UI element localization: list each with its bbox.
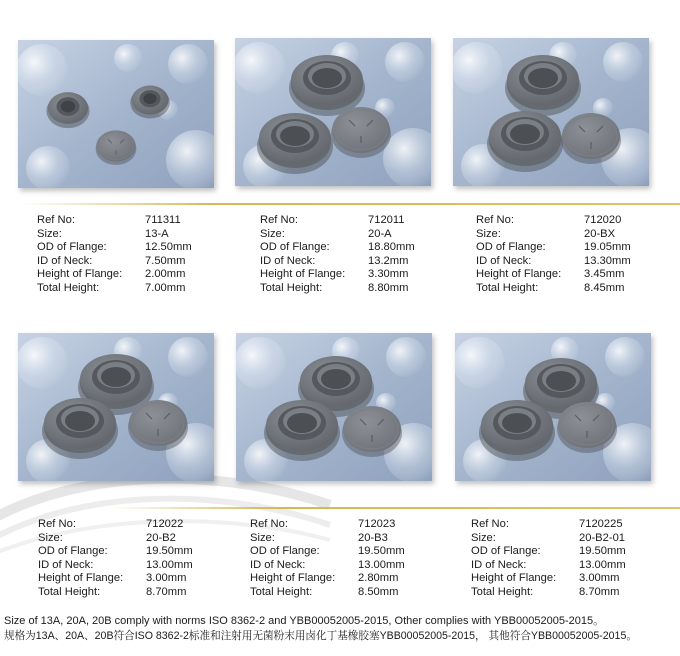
spec-block-712023 [250,518,405,600]
stopper-image [18,40,214,188]
spec-row-th [37,282,192,296]
spec-row-od [476,241,631,255]
spec-row-ref [260,214,415,228]
spec-label: Size: [250,531,275,544]
spec-value: 19.05mm [584,241,631,254]
spec-value: 2.80mm [358,572,399,585]
product-photo-711311 [18,40,214,188]
spec-row-size [38,532,193,546]
spec-label: Total Height: [38,585,101,598]
spec-row-id [38,559,193,573]
spec-value: 20-A [368,227,392,240]
spec-row-th [476,282,631,296]
spec-row-od [250,545,405,559]
spec-row-ref [471,518,626,532]
spec-value: 3.45mm [584,268,625,281]
spec-row-hf [471,572,626,586]
spec-value: 2.00mm [145,268,186,281]
stopper-image [455,333,651,481]
spec-label: Height of Flange: [260,268,346,281]
spec-value: 19.50mm [579,545,626,558]
spec-row-hf [250,572,405,586]
spec-row-id [250,559,405,573]
spec-label: ID of Neck: [471,558,527,571]
spec-row-id [37,255,192,269]
spec-label: Total Height: [260,281,323,294]
spec-row-hf [260,268,415,282]
spec-row-hf [37,268,192,282]
spec-value: 20-B2-01 [579,531,626,544]
spec-label: Height of Flange: [250,572,336,585]
spec-value: 20-BX [584,227,616,240]
spec-label: OD of Flange: [476,241,546,254]
spec-label: Height of Flange: [38,572,124,585]
spec-value: 712020 [584,214,622,226]
spec-label: ID of Neck: [476,254,532,267]
spec-value: 8.80mm [368,281,409,294]
spec-value: 18.80mm [368,241,415,254]
spec-value: 711311 [145,214,181,226]
spec-value: 13.00mm [146,558,193,571]
spec-value: 8.45mm [584,281,625,294]
spec-row-size [37,228,192,242]
spec-label: Size: [260,227,285,240]
spec-label: ID of Neck: [260,254,316,267]
spec-row-id [476,255,631,269]
spec-label: Ref No: [476,214,514,226]
spec-value: 712011 [368,214,405,226]
spec-row-th [260,282,415,296]
product-photo-712022 [18,333,214,481]
spec-row-size [471,532,626,546]
spec-value: 7.00mm [145,281,186,294]
spec-block-712011 [260,214,415,296]
spec-block-7120225 [471,518,626,600]
spec-value: 3.00mm [146,572,187,585]
spec-row-th [38,586,193,600]
spec-label: OD of Flange: [38,545,108,558]
spec-value: 13-A [145,227,169,240]
spec-label: OD of Flange: [37,241,107,254]
spec-row-ref [37,214,192,228]
spec-row-od [37,241,192,255]
spec-label: Ref No: [471,518,509,530]
product-photo-712020 [453,38,649,186]
spec-value: 712023 [358,518,396,530]
spec-value: 7120225 [579,518,623,530]
spec-label: Ref No: [250,518,288,530]
spec-value: 12.50mm [145,241,192,254]
compliance-note-zh: 规格为13A、20A、20B符合ISO 8362-2标准和注射用无菌粉末用卤化丁基橡胶塞YBB00052005-2015， 其他符合YBB00052005-2015。 [4,630,637,642]
spec-value: 13.30mm [584,254,631,267]
spec-value: 712022 [146,518,184,530]
spec-row-size [250,532,405,546]
spec-label: ID of Neck: [38,558,94,571]
spec-row-hf [476,268,631,282]
spec-row-id [471,559,626,573]
spec-value: 19.50mm [358,545,405,558]
spec-value: 3.00mm [579,572,620,585]
stopper-image [18,333,214,481]
spec-label: Size: [471,531,496,544]
divider-bottom [110,507,680,509]
spec-row-size [476,228,631,242]
spec-value: 20-B3 [358,531,388,544]
spec-label: ID of Neck: [250,558,306,571]
spec-label: OD of Flange: [250,545,320,558]
product-photo-712023 [236,333,432,481]
spec-row-id [260,255,415,269]
spec-block-712022 [38,518,193,600]
spec-label: Total Height: [37,281,100,294]
spec-label: Total Height: [471,585,534,598]
spec-row-ref [476,214,631,228]
spec-label: Height of Flange: [37,268,123,281]
spec-row-od [260,241,415,255]
spec-value: 3.30mm [368,268,409,281]
spec-value: 19.50mm [146,545,193,558]
stopper-image [236,333,432,481]
spec-value: 8.70mm [146,585,187,598]
product-photo-7120225 [455,333,651,481]
spec-row-th [250,586,405,600]
spec-label: OD of Flange: [471,545,541,558]
spec-label: Total Height: [476,281,539,294]
spec-value: 8.70mm [579,585,620,598]
divider-top [20,203,680,205]
spec-label: Size: [38,531,63,544]
spec-row-od [471,545,626,559]
product-photo-712011 [235,38,431,186]
spec-row-hf [38,572,193,586]
spec-value: 13.00mm [579,558,626,571]
spec-label: Height of Flange: [476,268,562,281]
spec-label: Height of Flange: [471,572,557,585]
spec-label: OD of Flange: [260,241,330,254]
spec-row-od [38,545,193,559]
spec-value: 13.00mm [358,558,405,571]
stopper-image [453,38,649,186]
spec-label: ID of Neck: [37,254,93,267]
spec-block-712020 [476,214,631,296]
spec-label: Size: [476,227,501,240]
spec-label: Ref No: [38,518,76,530]
spec-value: 7.50mm [145,254,186,267]
stopper-image [235,38,431,186]
spec-label: Size: [37,227,62,240]
spec-value: 13.2mm [368,254,409,267]
spec-block-711311 [37,214,192,296]
compliance-note-en: Size of 13A, 20A, 20B comply with norms ISO 8362-2 and YBB00052005-2015, Other complies with YBB00052005-2015。 [4,615,605,627]
spec-value: 8.50mm [358,585,399,598]
spec-row-ref [38,518,193,532]
spec-label: Ref No: [37,214,75,226]
spec-row-th [471,586,626,600]
spec-row-ref [250,518,405,532]
spec-label: Total Height: [250,585,313,598]
spec-value: 20-B2 [146,531,176,544]
spec-label: Ref No: [260,214,298,226]
spec-row-size [260,228,415,242]
